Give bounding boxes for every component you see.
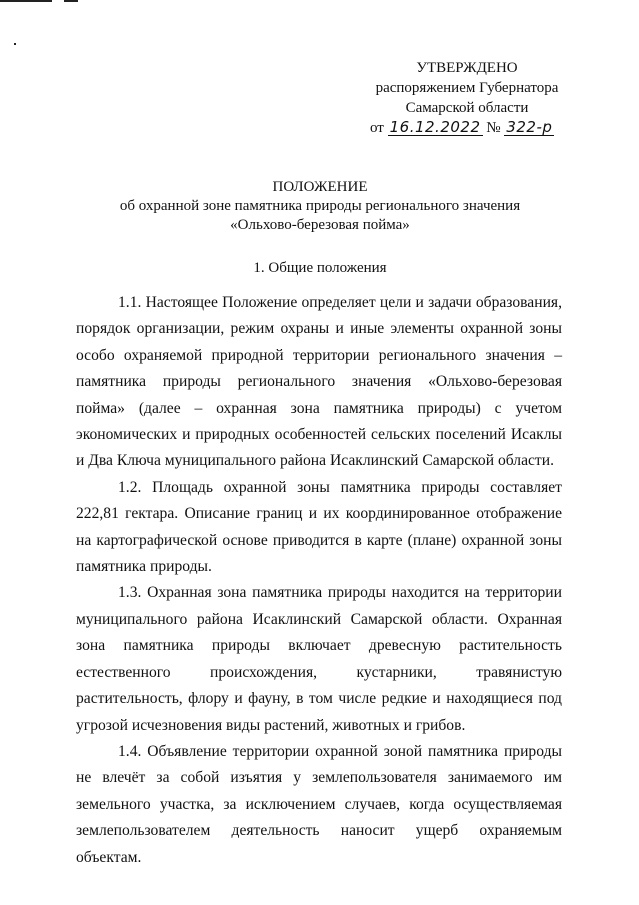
- approval-authority: распоряжением Губернатора: [375, 80, 559, 96]
- document-title: [60, 178, 580, 235]
- number-sign: №: [486, 120, 501, 136]
- title-subtitle-1: об охранной зоне памятника природы регионального значения: [119, 198, 521, 214]
- scan-dot: [14, 43, 16, 45]
- paragraph-1-2: 1.2. Площадь охранной зоны памятника природы составляет 222,81 гектара. Описание границ и их координированное отображение на картографической основе приводится в карте (плане) охранной зоны памятника природы.: [76, 478, 562, 576]
- paragraph-1-4: 1.4. Объявление территории охранной зоной памятника природы не влечёт за собой изъятия у землепользователя занимаемого им земельного участка, за исключением случаев, когда осуществляемая землепользователем деятельность наносит ущерб охраняемым объектам.: [76, 742, 562, 866]
- approval-block: [362, 58, 572, 138]
- handwritten-number: 322-р: [506, 118, 553, 136]
- handwritten-date: 16.12.2022: [389, 118, 481, 136]
- section-heading: 1. Общие положения: [253, 260, 387, 276]
- date-prefix: от: [370, 120, 384, 136]
- approval-region: Самарской области: [405, 100, 529, 116]
- document-body: [76, 290, 562, 871]
- paragraph-1-3: 1.3. Охранная зона памятника природы находится на территории муниципального района Исаклинский Самарской области. Охранная зона памятника природы включает древесную растительность естественного происхождения, кустарники, травянистую растительность, флору и фауну, в том числе редкие и находящиеся под угрозой исчезновения виды растений, животных и грибов.: [76, 584, 562, 734]
- approval-heading: УТВЕРЖДЕНО: [416, 60, 518, 76]
- title-subtitle-2: «Ольхово-березовая пойма»: [230, 217, 410, 233]
- scan-mark-top: [64, 0, 78, 2]
- title-main: ПОЛОЖЕНИЕ: [272, 179, 368, 195]
- approval-date-line: [362, 118, 572, 138]
- scan-mark-top-left: [0, 0, 52, 2]
- paragraph-1-1: 1.1. Настоящее Положение определяет цели и задачи образования, порядок организации, режим охраны и иные элементы охранной зоны особо охраняемой природной территории регионального значения – памятника природы регионального значения «Ольхово-березовая пойма» (далее – охранная зона памятника природы) с учетом экономических и природных особенностей сельских поселений Исаклы и Два Ключа муниципального района Исаклинский Самарской области.: [76, 294, 562, 470]
